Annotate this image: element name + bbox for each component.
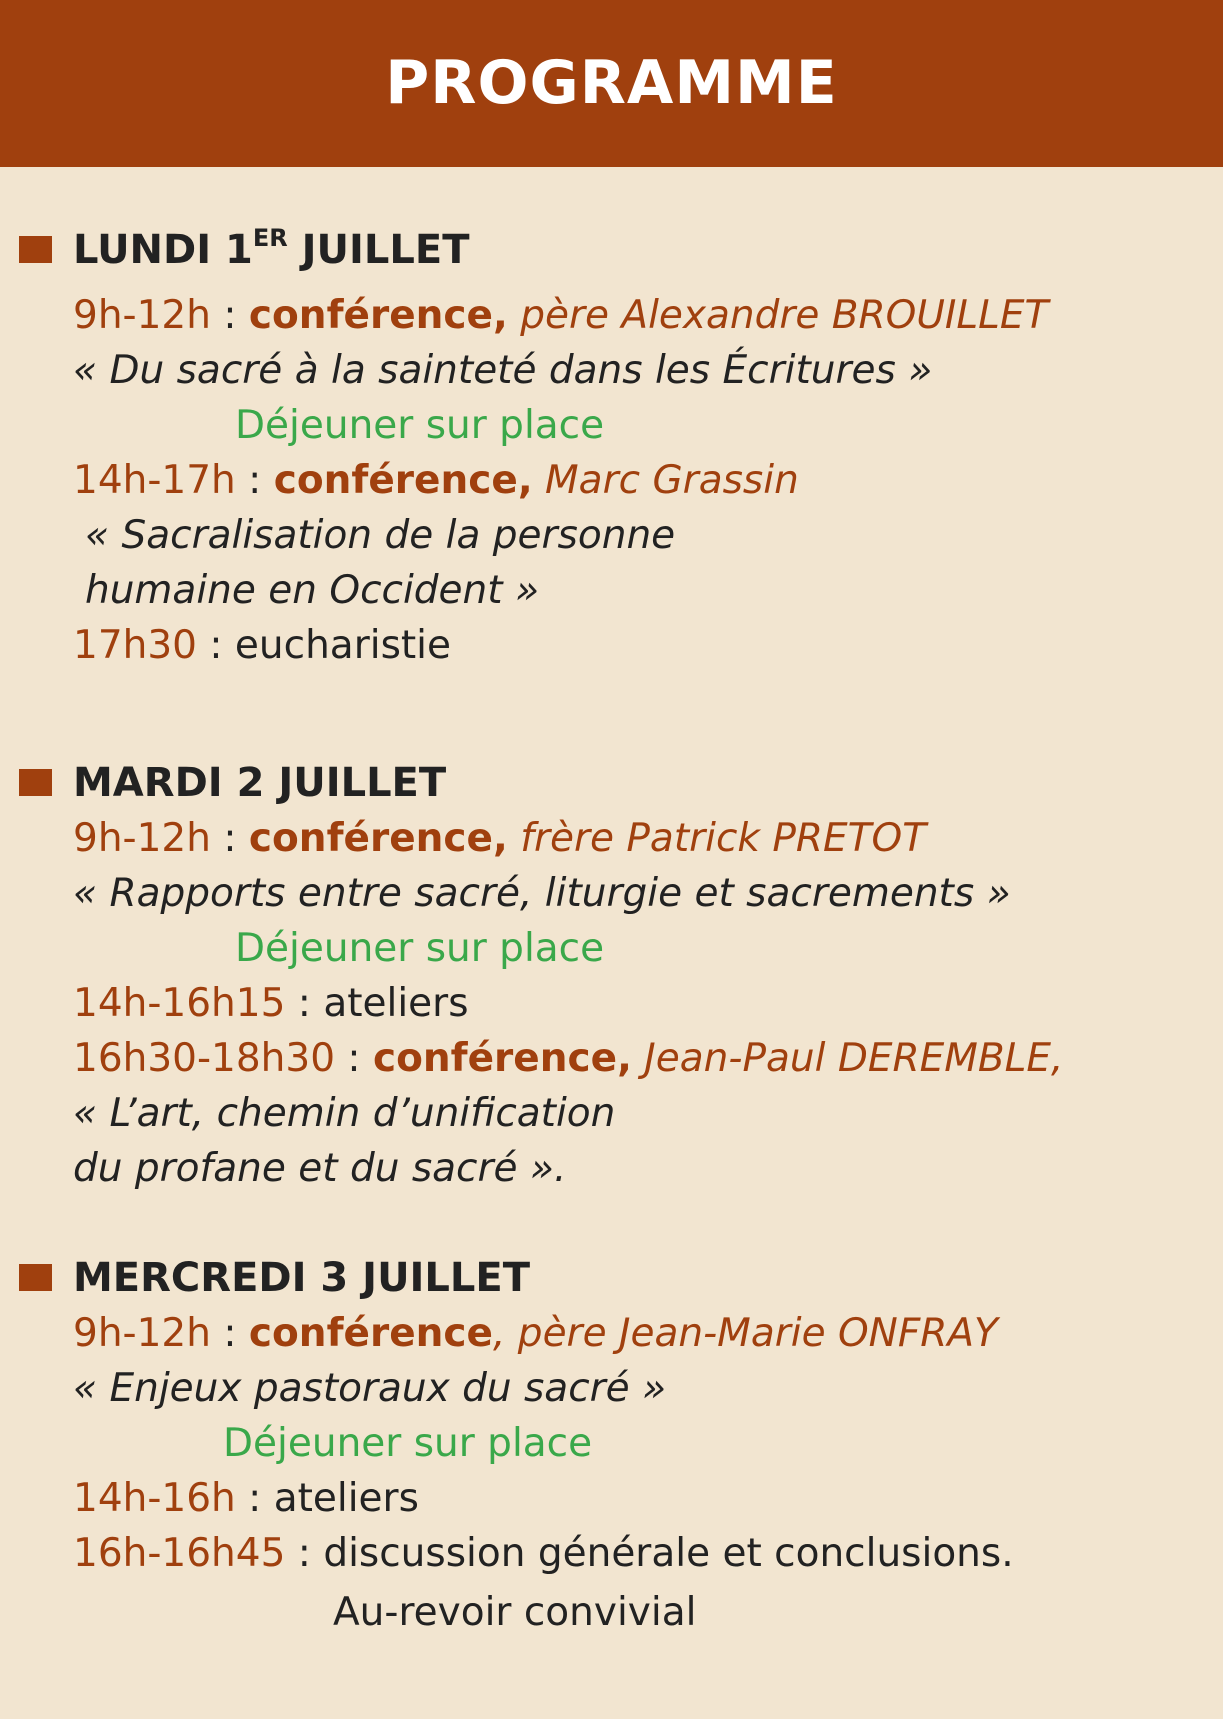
day-heading [0,755,1223,811]
conference-title: humaine en Occident » [85,568,540,613]
conference-title: du profane et du sacré ». [73,1146,567,1191]
conference-title: « Du sacré à la sainteté dans les Écritures » [73,348,933,393]
day-section-monday [0,222,1223,673]
lunch-note: Déjeuner sur place [223,1421,593,1466]
day-title: MERCREDI 3 JUILLET [73,1255,531,1301]
day-heading [0,1250,1223,1306]
conference-title: « Sacralisation de la personne [85,513,676,558]
conference-title: « L’art, chemin d’unification [73,1091,616,1136]
page-title: PROGRAMME [385,47,838,118]
session-line: 16h30-18h30 : conférence, Jean-Paul DEREMBLE, [73,1036,1064,1081]
session-line: 14h-16h15 : ateliers [73,981,469,1026]
conference-title: « Enjeux pastoraux du sacré » [73,1366,667,1411]
session-line: 16h-16h45 : discussion générale et conclusions. [73,1531,1014,1576]
header-banner [0,0,1223,167]
lunch-note: Déjeuner sur place [235,926,605,971]
day-section-tuesday [0,755,1223,1196]
day-section-wednesday [0,1250,1223,1640]
session-line: 17h30 : eucharistie [73,623,452,668]
session-line: 14h-16h : ateliers [73,1476,419,1521]
square-bullet-icon [19,769,52,796]
session-line: 9h-12h : conférence, père Jean-Marie ONFRAY [73,1311,998,1356]
session-line: 9h-12h : conférence, père Alexandre BROUILLET [73,293,1049,338]
session-line: 14h-17h : conférence, Marc Grassin [73,458,799,503]
day-heading [0,222,1223,278]
day-title: LUNDI 1ER JUILLET [73,224,470,273]
farewell-note: Au-revoir convivial [333,1590,697,1635]
session-line: 9h-12h : conférence, frère Patrick PRETOT [73,816,927,861]
square-bullet-icon [19,236,52,263]
lunch-note: Déjeuner sur place [235,403,605,448]
square-bullet-icon [19,1264,52,1291]
day-title: MARDI 2 JUILLET [73,760,447,806]
conference-title: « Rapports entre sacré, liturgie et sacrements » [73,871,1011,916]
